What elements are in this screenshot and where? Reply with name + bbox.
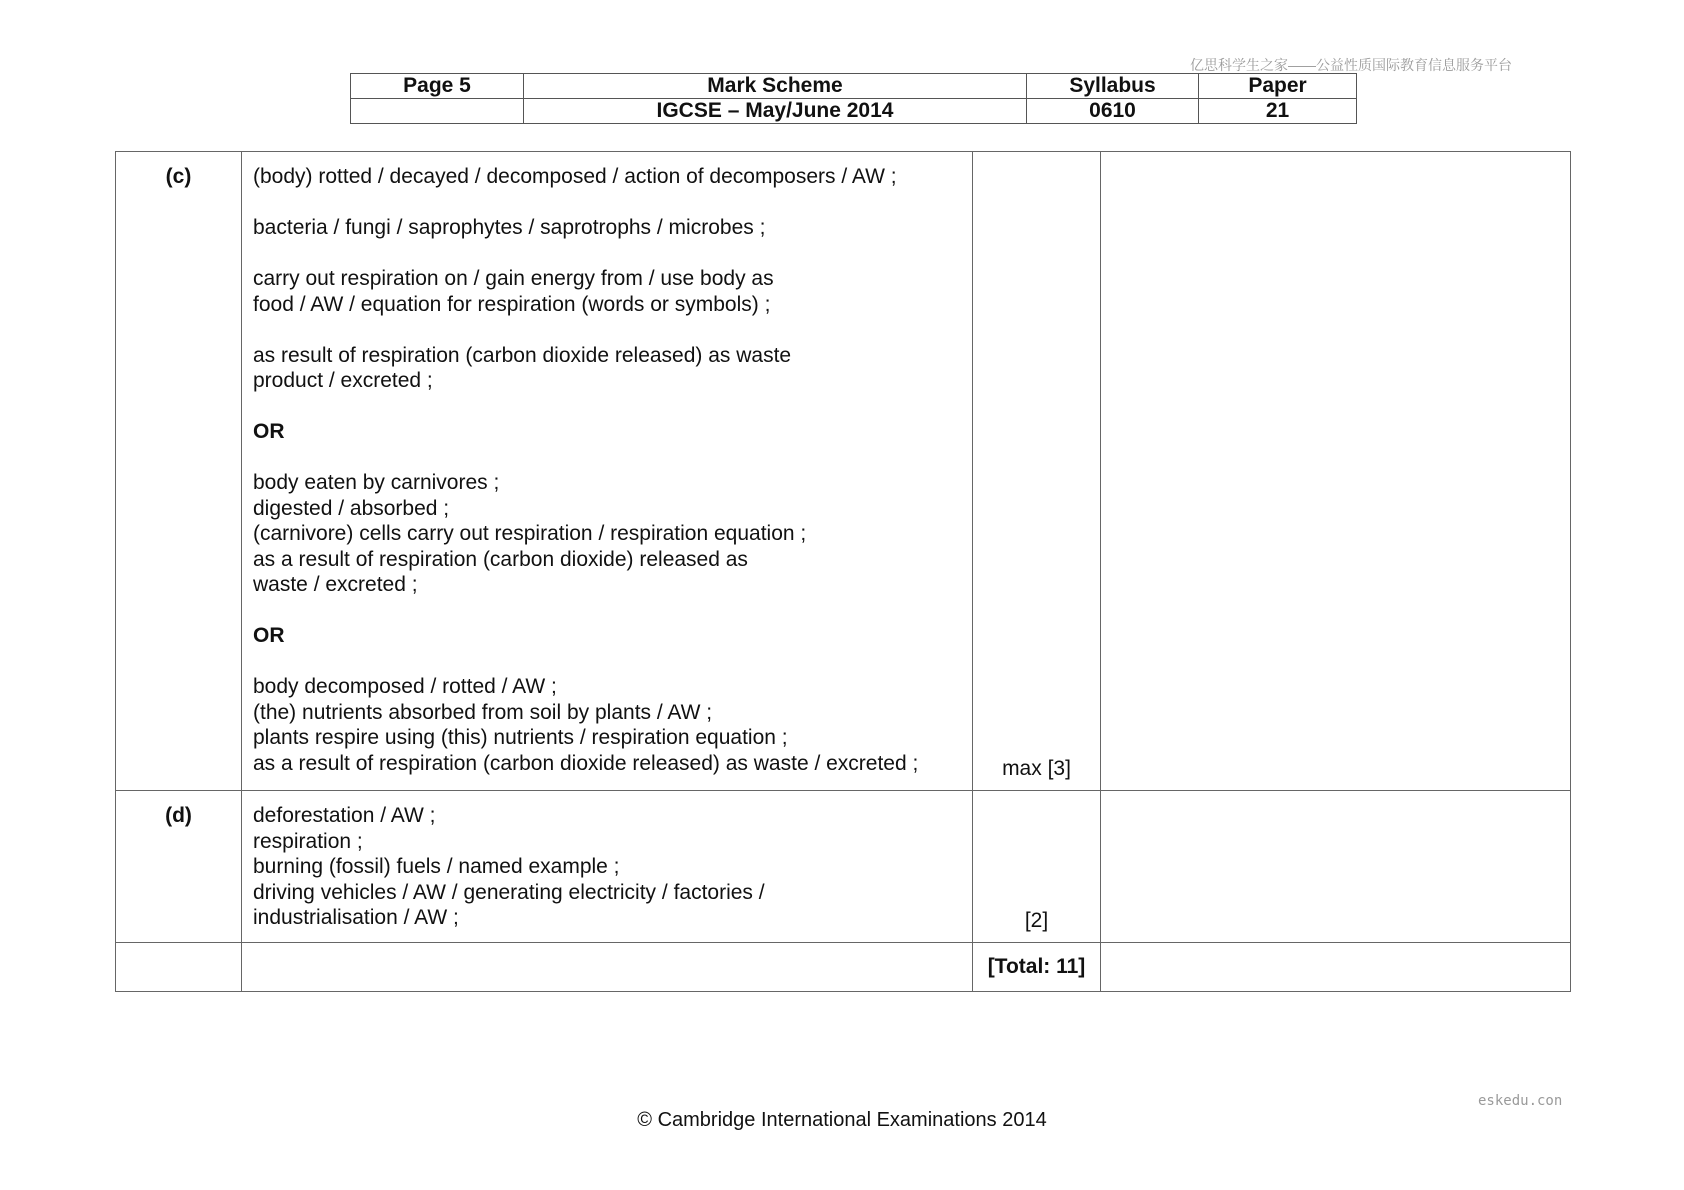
answer-line: digested / absorbed ;	[253, 496, 450, 520]
answer-line: bacteria / fungi / saprophytes / saprotrophs / microbes ;	[253, 216, 766, 239]
marks-value-d: [2]	[1024, 908, 1049, 932]
answer-line: as result of respiration (carbon dioxide released) as waste	[253, 343, 792, 367]
total-empty-cell	[1101, 943, 1571, 992]
answer-line: product / excreted ;	[253, 369, 433, 392]
header-paper-number: 21	[1199, 99, 1357, 124]
total-empty-cell	[116, 943, 242, 992]
answer-cell-c	[242, 152, 973, 791]
total-marks: [Total: 11]	[987, 955, 1086, 978]
part-label-d: (d)	[165, 804, 192, 827]
mark-scheme-table	[115, 151, 1571, 992]
header-paper-label: Paper	[1199, 74, 1357, 99]
answer-line: food / AW / equation for respiration (words or symbols) ;	[253, 292, 771, 316]
total-cell	[973, 943, 1101, 992]
answer-line: plants respire using (this) nutrients / respiration equation ;	[253, 726, 788, 749]
marks-value-c: max [3]	[1002, 756, 1071, 780]
answer-line: deforestation / AW ;	[253, 804, 436, 827]
answer-line: carry out respiration on / gain energy from / use body as	[253, 267, 774, 290]
guidance-cell-d	[1101, 791, 1571, 943]
part-label-c: (c)	[165, 165, 192, 188]
header-page: Page 5	[351, 74, 524, 99]
answer-line: (carnivore) cells carry out respiration / respiration equation ;	[253, 522, 807, 545]
marks-cell-c	[973, 152, 1101, 791]
table-row	[116, 943, 1571, 992]
table-row	[116, 791, 1571, 943]
answer-cell-d	[242, 791, 973, 943]
watermark-top-text: 亿思科学生之家——公益性质国际教育信息服务平台	[1190, 57, 1512, 73]
copyright-footer: © Cambridge International Examinations 2014	[637, 1109, 1047, 1131]
answer-line: body eaten by carnivores ;	[253, 471, 500, 494]
answer-line: burning (fossil) fuels / named example ;	[253, 855, 620, 878]
header-exam: IGCSE – May/June 2014	[524, 99, 1027, 124]
header-mark-scheme: Mark Scheme	[524, 74, 1027, 99]
header-syllabus-label: Syllabus	[1027, 74, 1199, 99]
answer-line: (body) rotted / decayed / decomposed / action of decomposers / AW ;	[253, 165, 897, 188]
answer-line: as a result of respiration (carbon dioxide released) as waste / excreted ;	[253, 751, 919, 775]
answer-line: body decomposed / rotted / AW ;	[253, 675, 557, 698]
header-table	[350, 73, 1357, 124]
or-label: OR	[253, 420, 285, 443]
total-empty-cell	[242, 943, 973, 992]
answer-line: (the) nutrients absorbed from soil by plants / AW ;	[253, 700, 713, 724]
answer-line: driving vehicles / AW / generating electricity / factories /	[253, 880, 765, 904]
header-empty-cell	[351, 99, 524, 124]
answer-line: waste / excreted ;	[253, 573, 418, 596]
answer-line: respiration ;	[253, 829, 363, 853]
answer-line: industrialisation / AW ;	[253, 906, 459, 929]
table-row	[116, 152, 1571, 791]
or-label: OR	[253, 624, 285, 647]
header-syllabus-code: 0610	[1027, 99, 1199, 124]
guidance-cell-c	[1101, 152, 1571, 791]
marks-cell-d	[973, 791, 1101, 943]
answer-line: as a result of respiration (carbon dioxide) released as	[253, 547, 748, 571]
watermark-bottom-text: eskedu.con	[1478, 1093, 1563, 1109]
